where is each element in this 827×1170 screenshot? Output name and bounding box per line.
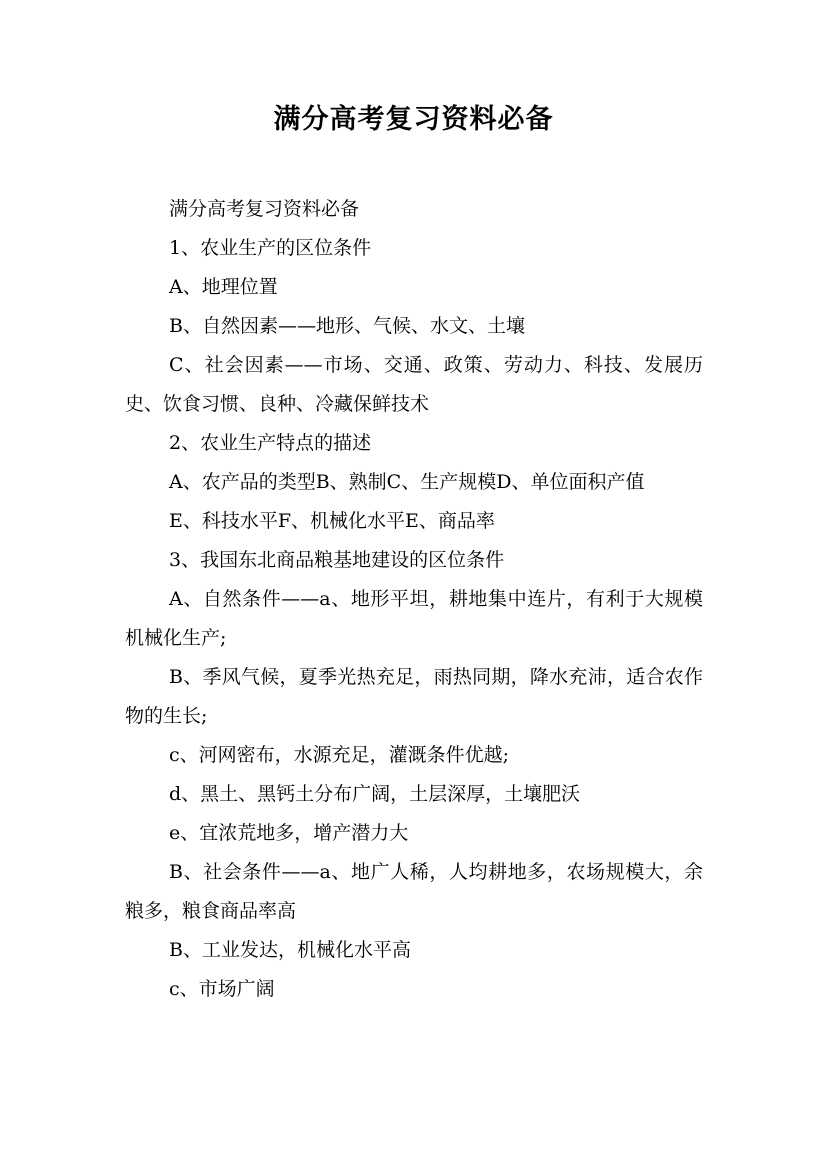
paragraph: E、科技水平F、机械化水平E、商品率: [169, 510, 495, 532]
paragraph: 1、农业生产的区位条件: [169, 237, 372, 259]
paragraph: d、黑土、黑钙土分布广阔，土层深厚，土壤肥沃: [169, 783, 581, 805]
paragraph: e、宜浓荒地多，增产潜力大: [169, 822, 409, 844]
paragraph: 3、我国东北商品粮基地建设的区位条件: [169, 549, 505, 571]
paragraph: A、地理位置: [169, 276, 278, 298]
paragraph: c、河网密布，水源充足，灌溉条件优越;: [169, 744, 510, 766]
paragraph: B、季风气候，夏季光热充足，雨热同期，降水充沛，适合农作物的生长;: [125, 666, 703, 727]
paragraph: A、自然条件——a、地形平坦，耕地集中连片，有利于大规模机械化生产;: [125, 588, 703, 649]
paragraph: 满分高考复习资料必备: [169, 198, 360, 220]
paragraph: A、农产品的类型B、熟制C、生产规模D、单位面积产值: [169, 471, 645, 493]
paragraph: B、工业发达，机械化水平高: [169, 939, 411, 961]
document-body: [125, 190, 703, 1009]
document-title: 满分高考复习资料必备: [273, 104, 554, 135]
paragraph: C、社会因素——市场、交通、政策、劳动力、科技、发展历史、饮食习惯、良种、冷藏保鲜技术: [125, 354, 703, 415]
paragraph: B、社会条件——a、地广人稀，人均耕地多，农场规模大，余粮多，粮食商品率高: [125, 861, 703, 922]
paragraph: B、自然因素——地形、气候、水文、土壤: [169, 315, 525, 337]
paragraph: 2、农业生产特点的描述: [169, 432, 372, 454]
paragraph: c、市场广阔: [169, 978, 275, 1000]
